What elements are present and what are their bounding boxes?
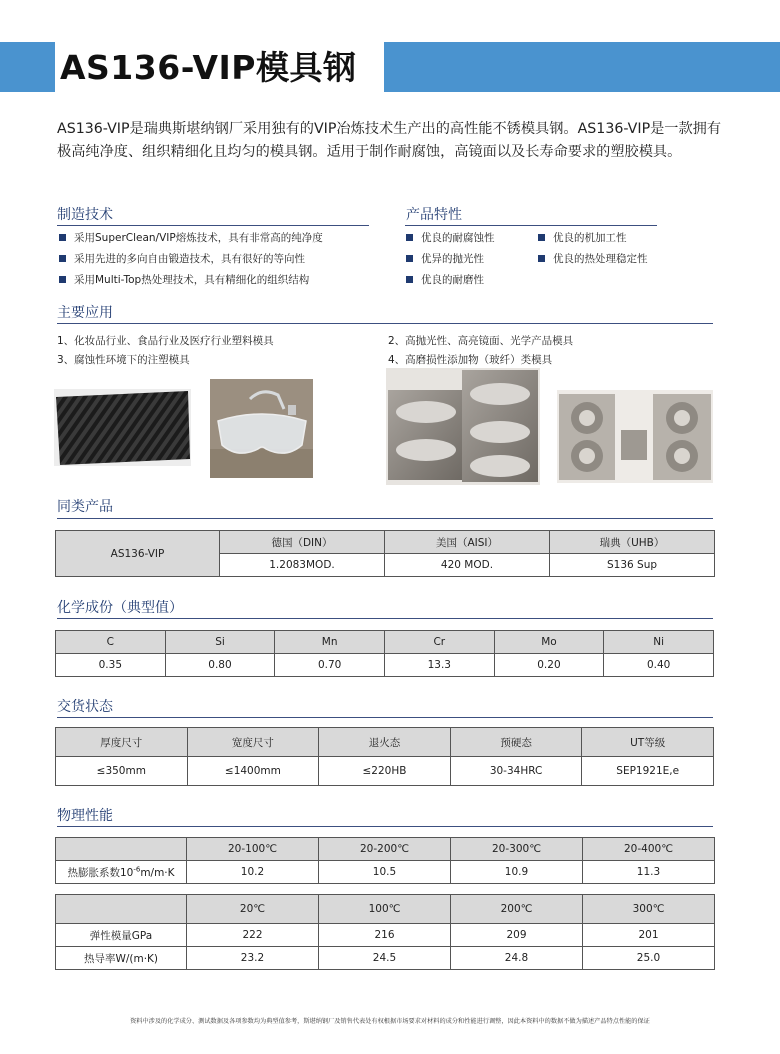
bullet-square-icon <box>406 255 413 262</box>
props-header-cell: 20℃ <box>187 895 319 924</box>
chemistry-header-cell: C <box>56 631 166 654</box>
delivery-header-cell: 厚度尺寸 <box>56 728 188 757</box>
delivery-divider <box>57 717 713 718</box>
feature-item: 优良的热处理稳定性 <box>538 251 648 266</box>
feature-item: 优良的机加工性 <box>538 230 627 245</box>
bullet-square-icon <box>538 255 545 262</box>
delivery-value-cell: 30-34HRC <box>450 757 582 786</box>
manufacturing-item: 采用Multi-Top热处理技术，具有精细化的组织结构 <box>59 272 309 287</box>
chemistry-divider <box>57 618 713 619</box>
chemistry-header-cell: Cr <box>384 631 494 654</box>
expansion-header-cell: 20-200℃ <box>319 838 451 861</box>
delivery-table <box>55 727 714 786</box>
manufacturing-item: 采用SuperClean/VIP熔炼技术，具有非常高的纯净度 <box>59 230 323 245</box>
chemistry-value-cell: 13.3 <box>384 654 494 677</box>
chemistry-heading: 化学成份（典型值） <box>57 600 183 616</box>
props-header-cell: 200℃ <box>451 895 583 924</box>
bullet-square-icon <box>59 276 66 283</box>
application-item: 4、高磨损性添加物（玻纤）类模具 <box>388 354 553 366</box>
props-label-cell: 热导率W/(m·K) <box>56 947 187 970</box>
header-bar-right <box>384 42 780 92</box>
delivery-header-cell: 退火态 <box>319 728 451 757</box>
application-item: 3、腐蚀性环境下的注塑模具 <box>57 354 190 366</box>
page-title: AS136-VIP模具钢 <box>60 48 357 87</box>
props-header-cell: 100℃ <box>319 895 451 924</box>
delivery-header-cell: 宽度尺寸 <box>187 728 319 757</box>
equivalents-table <box>55 530 715 577</box>
expansion-header-cell: 20-100℃ <box>187 838 319 861</box>
delivery-header-cell: UT等级 <box>582 728 714 757</box>
physical-divider <box>57 826 713 827</box>
expansion-value-cell: 10.2 <box>187 861 319 884</box>
props-value-cell: 24.8 <box>451 947 583 970</box>
manufacturing-heading: 制造技术 <box>57 207 113 223</box>
manufacturing-item: 采用先进的多向自由锻造技术，具有很好的等向性 <box>59 251 305 266</box>
props-header-cell: 300℃ <box>583 895 715 924</box>
props-value-cell: 209 <box>451 924 583 947</box>
chemistry-header-cell: Ni <box>604 631 714 654</box>
application-item: 2、高抛光性、高亮镜面、光学产品模具 <box>388 335 574 347</box>
bullet-square-icon <box>59 234 66 241</box>
manufacturing-divider <box>57 225 369 226</box>
delivery-value-cell: ≤220HB <box>319 757 451 786</box>
props-label-cell: 弹性模量GPa <box>56 924 187 947</box>
equivalents-product-cell: AS136-VIP <box>56 531 220 577</box>
carbon-fiber-panel-image <box>54 389 191 466</box>
chemistry-header-cell: Mo <box>494 631 604 654</box>
expansion-header-cell: 20-300℃ <box>451 838 583 861</box>
footer-disclaimer: 资料中涉及的化学成分、测试数据及各项参数均为典型值参考，斯堪纳钢厂及销售代表处有权根据市场要求对材料的成分和性能进行调整，因此本资料中的数据不做为描述产品特点性能的保证 <box>130 1018 650 1025</box>
bullet-square-icon <box>406 276 413 283</box>
mold-cavity-image <box>386 368 540 485</box>
feature-item: 优良的耐磨性 <box>406 272 484 287</box>
props-value-cell: 23.2 <box>187 947 319 970</box>
delivery-heading: 交货状态 <box>57 699 113 715</box>
applications-heading: 主要应用 <box>57 305 113 321</box>
props-value-cell: 24.5 <box>319 947 451 970</box>
chemistry-value-cell: 0.20 <box>494 654 604 677</box>
props-value-cell: 222 <box>187 924 319 947</box>
chemistry-value-cell: 0.40 <box>604 654 714 677</box>
chemistry-value-cell: 0.70 <box>275 654 385 677</box>
equivalents-header-cell: 瑞典（UHB） <box>550 531 715 554</box>
chemistry-table <box>55 630 714 677</box>
delivery-value-cell: ≤1400mm <box>187 757 319 786</box>
applications-divider <box>57 323 713 324</box>
intro-paragraph: AS136-VIP是瑞典斯堪纳钢厂采用独有的VIP冶炼技术生产出的高性能不锈模具钢。AS136-VIP是一款拥有极高纯净度、组织精细化且均匀的模具钢。适用于制作耐腐蚀，高镜面以及长寿命要求的塑胶模具。 <box>57 121 722 160</box>
props-value-cell: 216 <box>319 924 451 947</box>
thermal-expansion-table <box>55 837 715 884</box>
features-heading: 产品特性 <box>406 207 462 223</box>
equivalents-divider <box>57 518 713 519</box>
physical-props-table <box>55 894 715 970</box>
expansion-value-cell: 10.5 <box>319 861 451 884</box>
props-corner-cell <box>56 895 187 924</box>
equivalents-heading: 同类产品 <box>57 499 113 515</box>
props-value-cell: 25.0 <box>583 947 715 970</box>
equivalents-value-cell: 1.2083MOD. <box>220 554 385 577</box>
delivery-header-cell: 预硬态 <box>450 728 582 757</box>
expansion-header-cell: 20-400℃ <box>583 838 715 861</box>
equivalents-value-cell: S136 Sup <box>550 554 715 577</box>
expansion-corner-cell <box>56 838 187 861</box>
equivalents-header-cell: 美国（AISI） <box>385 531 550 554</box>
chemistry-header-cell: Mn <box>275 631 385 654</box>
bullet-square-icon <box>406 234 413 241</box>
chemistry-header-cell: Si <box>165 631 275 654</box>
safety-goggles-image <box>210 379 313 478</box>
mold-insert-image <box>557 390 713 483</box>
application-item: 1、化妆品行业、食品行业及医疗行业塑料模具 <box>57 335 274 347</box>
expansion-value-cell: 11.3 <box>583 861 715 884</box>
equivalents-header-cell: 德国（DIN） <box>220 531 385 554</box>
delivery-value-cell: SEP1921E,e <box>582 757 714 786</box>
features-divider <box>405 225 657 226</box>
physical-heading: 物理性能 <box>57 808 113 824</box>
bullet-square-icon <box>538 234 545 241</box>
header-bar-left <box>0 42 55 92</box>
bullet-square-icon <box>59 255 66 262</box>
chemistry-value-cell: 0.35 <box>56 654 166 677</box>
expansion-label-cell: 热膨胀系数$10^{-6}m/m\cdot K$ <box>56 861 187 884</box>
props-value-cell: 201 <box>583 924 715 947</box>
delivery-value-cell: ≤350mm <box>56 757 188 786</box>
feature-item: 优良的耐腐蚀性 <box>406 230 495 245</box>
equivalents-value-cell: 420 MOD. <box>385 554 550 577</box>
expansion-value-cell: 10.9 <box>451 861 583 884</box>
feature-item: 优异的抛光性 <box>406 251 484 266</box>
chemistry-value-cell: 0.80 <box>165 654 275 677</box>
